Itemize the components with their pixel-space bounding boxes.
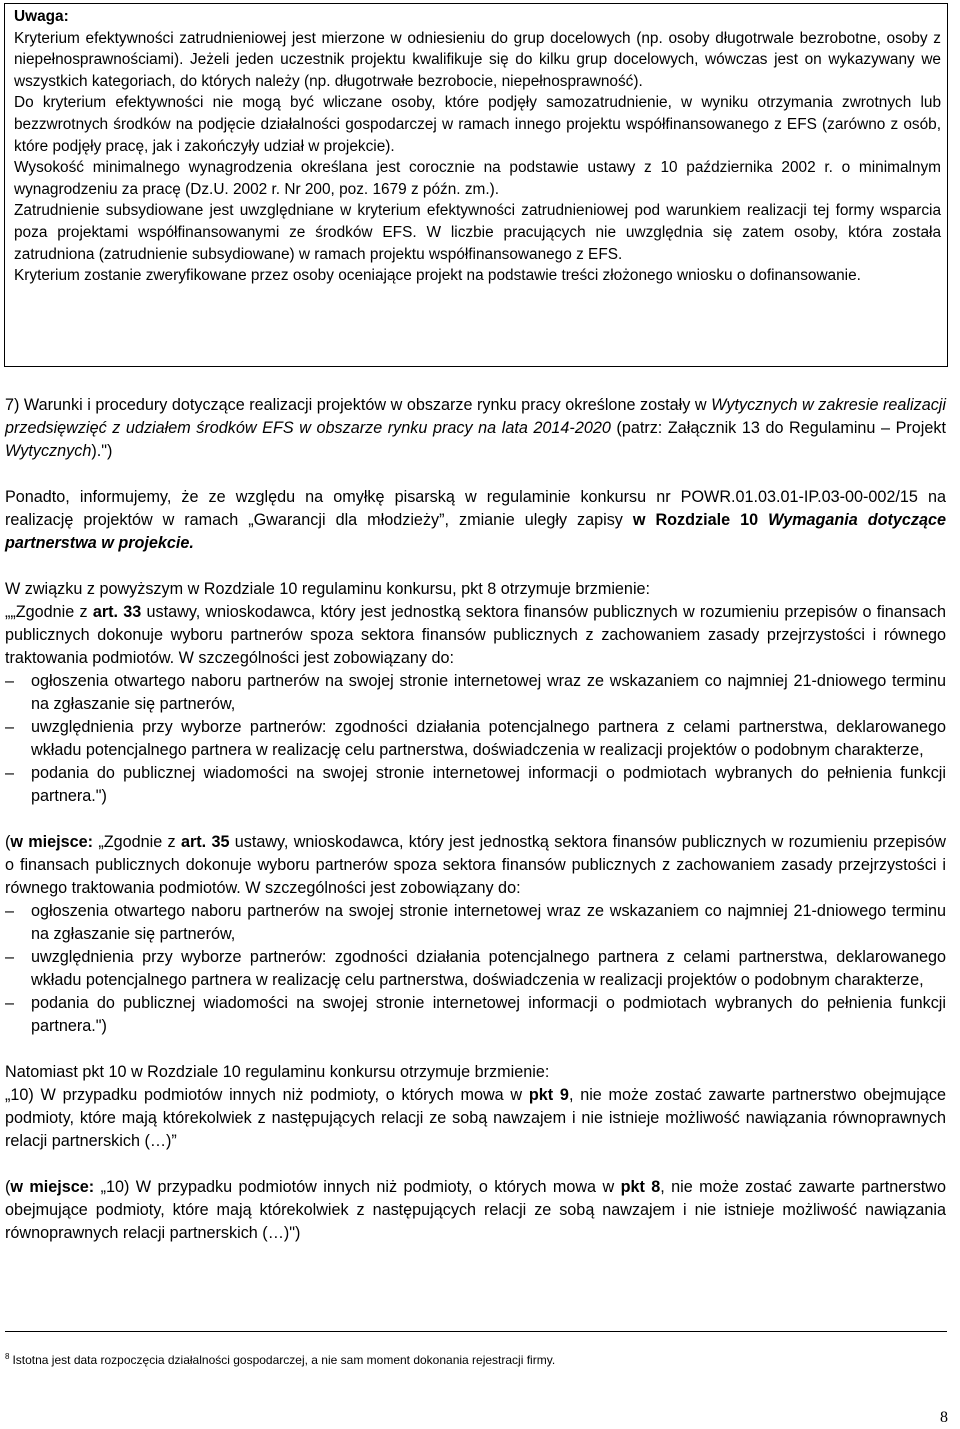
list-old-pkt8 — [5, 900, 946, 1038]
pkt10-old-ref: pkt 8 — [620, 1178, 661, 1196]
document-body — [5, 394, 946, 1245]
pkt10-old-text-c: „10) W przypadku podmiotów innych niż podmioty, o których mowa w — [94, 1178, 621, 1196]
notice-paragraph-3: Wysokość minimalnego wynagrodzenia określana jest corocznie na podstawie ustawy z 10 października 2002 r. o minimalnym wynagrodzeniu za pracę (Dz.U. 2002 r. Nr 200, poz. 1679 z późn. zm.). — [14, 159, 941, 198]
quote1-text-c: ustawy, wnioskodawca, który jest jednostką sektora finansów publicznych w rozumieniu przepisów o finansach publicznych dokonuje wyboru partnerów spoza sektora finansów publicznych z zachowaniem zasady przejrzystości i równego traktowania podmiotów. W szczególności jest zobowiązany do: — [5, 603, 946, 667]
footnote-divider — [5, 1331, 947, 1332]
list-item-text: ogłoszenia otwartego naboru partnerów na swojej stronie internetowej wraz ze wskazaniem co najmniej 21-dniowego terminu na zgłaszanie się partnerów, — [31, 902, 946, 943]
dash-bullet-icon: – — [5, 718, 15, 736]
paragraph-natomiast: Natomiast pkt 10 w Rozdziale 10 regulaminu konkursu otrzymuje brzmienie: — [5, 1063, 550, 1081]
list-item — [5, 716, 946, 762]
pkt10-new-text-a: „10) W przypadku podmiotów innych niż podmioty, o których mowa w — [5, 1086, 529, 1104]
list-item — [5, 992, 946, 1038]
quote1-article: art. 33 — [92, 603, 142, 621]
paragraph-ponadto — [5, 486, 946, 555]
list-new-pkt8 — [5, 670, 946, 808]
p7-guidelines-title: Wytycznych w zakresie realizacji przedsięwzięć z udziałem środków EFS w obszarze rynku pracy na lata 2014-2020 — [5, 396, 947, 437]
dash-bullet-icon: – — [5, 902, 15, 920]
quote2-in-place-label: w miejsce: — [10, 833, 94, 851]
quote2-article: art. 35 — [180, 833, 230, 851]
quote2-text-a: ( — [5, 833, 11, 851]
paragraph-7 — [5, 394, 946, 463]
quote-old-pkt8 — [5, 831, 946, 900]
ponadto-text-a: Ponadto, informujemy, że ze względu na omyłkę pisarską w regulaminie konkursu nr POWR.01.03.01-IP.03-00-002/15 na realizację projektów w ramach „Gwarancji dla młodzieży”, zmianie uległy zapisy — [5, 488, 946, 529]
list-item-text: podania do publicznej wiadomości na swojej stronie internetowej informacji o podmiotach wybranych do pełnienia funkcji partnera.") — [31, 764, 946, 805]
quote2-text-e: ustawy, wnioskodawca, który jest jednostką sektora finansów publicznych w rozumieniu przepisów o finansach publicznych dokonuje wyboru partnerów spoza sektora finansów publicznych z zachowaniem zasady przejrzystości i równego traktowania podmiotów. W szczególności jest zobowiązany do: — [5, 833, 946, 897]
paragraph-wzwiazku: W związku z powyższym w Rozdziale 10 regulaminu konkursu, pkt 8 otrzymuje brzmienie: — [5, 580, 651, 598]
notice-box — [4, 3, 948, 367]
p7-text-a: 7) Warunki i procedury dotyczące realizacji projektów w obszarze rynku pracy określone zostały w — [5, 396, 712, 414]
footnote-text: Istotna jest data rozpoczęcia działalności gospodarczej, a nie sam moment dokonania rejestracji firmy. — [12, 1353, 556, 1367]
pkt10-old-text-e: , nie może zostać zawarte partnerstwo obejmujące podmioty, które mają którekolwiek z następujących relacji ze sobą nawzajem i nie istnieje możliwość nawiązania równoprawnych relacji partnerskich (…)") — [5, 1178, 946, 1242]
quote-new-pkt10 — [5, 1084, 946, 1153]
list-item — [5, 946, 946, 992]
pkt10-new-text-c: , nie może zostać zawarte partnerstwo obejmujące podmioty, które mają którekolwiek z następujących relacji ze sobą nawzajem i nie istnieje możliwość nawiązania równoprawnych relacji partnerskich (…)” — [5, 1086, 946, 1150]
notice-paragraph-5: Kryterium zostanie zweryfikowane przez osoby oceniające projekt na podstawie treści złożonego wniosku o dofinansowanie. — [14, 267, 861, 285]
list-item-text: uwzględnienia przy wyborze partnerów: zgodności działania potencjalnego partnera z celami partnerstwa, deklarowanego wkładu potencjalnego partnera w realizację celu partnerstwa, doświadczenia w realizacji projektów o podobnym charakterze, — [31, 718, 946, 759]
dash-bullet-icon: – — [5, 994, 15, 1012]
list-item-text: ogłoszenia otwartego naboru partnerów na swojej stronie internetowej wraz ze wskazaniem co najmniej 21-dniowego terminu na zgłaszanie się partnerów, — [31, 672, 946, 713]
dash-bullet-icon: – — [5, 764, 15, 782]
notice-title: Uwaga: — [14, 8, 69, 25]
p7-text-e: ).") — [91, 442, 113, 460]
quote-new-pkt8 — [5, 601, 946, 670]
pkt10-old-text-a: ( — [5, 1178, 11, 1196]
notice-paragraph-1: Kryterium efektywności zatrudnieniowej jest mierzone w odniesieniu do grup docelowych (np. osoby długotrwale bezrobotne, osoby z niepełnosprawnościami). Jeżeli jeden uczestnik projektu kwalifikuje się do kilku grup docelowych, wówczas jest on wykazywany we wszystkich kategoriach, do których należy (np. długotrwałe bezrobocie, niepełnosprawność). — [14, 29, 941, 90]
list-item-text: podania do publicznej wiadomości na swojej stronie internetowej informacji o podmiotach wybranych do pełnienia funkcji partnera.") — [31, 994, 946, 1035]
ponadto-chapter-title: Wymagania dotyczące partnerstwa w projekcie. — [5, 511, 946, 552]
quote1-text-a: „„Zgodnie z — [5, 603, 93, 621]
pkt10-new-ref: pkt 9 — [528, 1086, 569, 1104]
pkt10-old-in-place-label: w miejsce: — [10, 1178, 95, 1196]
footnote — [5, 1349, 555, 1368]
page-number: 8 — [940, 1409, 948, 1426]
dash-bullet-icon: – — [5, 948, 15, 966]
list-item — [5, 762, 946, 808]
list-item — [5, 900, 946, 946]
quote-old-pkt10 — [5, 1176, 946, 1245]
notice-paragraph-2: Do kryterium efektywności nie mogą być wliczane osoby, które podjęły samozatrudnienie, w wyniku otrzymania zwrotnych lub bezzwrotnych środków na podjęcie działalności gospodarczej w ramach innego projektu współfinansowanego z EFS (zarówno z osób, które podjęły pracę, jak i zakończyły udział w projekcie). — [14, 94, 941, 155]
p7-text-d: Wytycznych — [5, 442, 92, 460]
quote2-text-c: „Zgodnie z — [93, 833, 181, 851]
footnote-marker: 8 — [5, 1352, 10, 1361]
dash-bullet-icon: – — [5, 672, 15, 690]
list-item-text: uwzględnienia przy wyborze partnerów: zgodności działania potencjalnego partnera z celami partnerstwa, deklarowanego wkładu potencjalnego partnera w realizację celu partnerstwa, doświadczenia w realizacji projektów o podobnym charakterze, — [31, 948, 946, 989]
p7-text-c: (patrz: Załącznik 13 do Regulaminu – Projekt — [610, 419, 946, 437]
list-item — [5, 670, 946, 716]
notice-paragraph-4: Zatrudnienie subsydiowane jest uwzględniane w kryterium efektywności zatrudnieniowej pod warunkiem realizacji tej formy wsparcia poza projektami współfinansowanymi ze środków EFS. W liczbie pracujących nie uwzględnia się zatem osoby, która została zatrudniona (zatrudnienie subsydiowane) w ramach projektu współfinansowanego z EFS. — [14, 202, 941, 263]
ponadto-chapter-ref: w Rozdziale 10 — [632, 511, 769, 529]
